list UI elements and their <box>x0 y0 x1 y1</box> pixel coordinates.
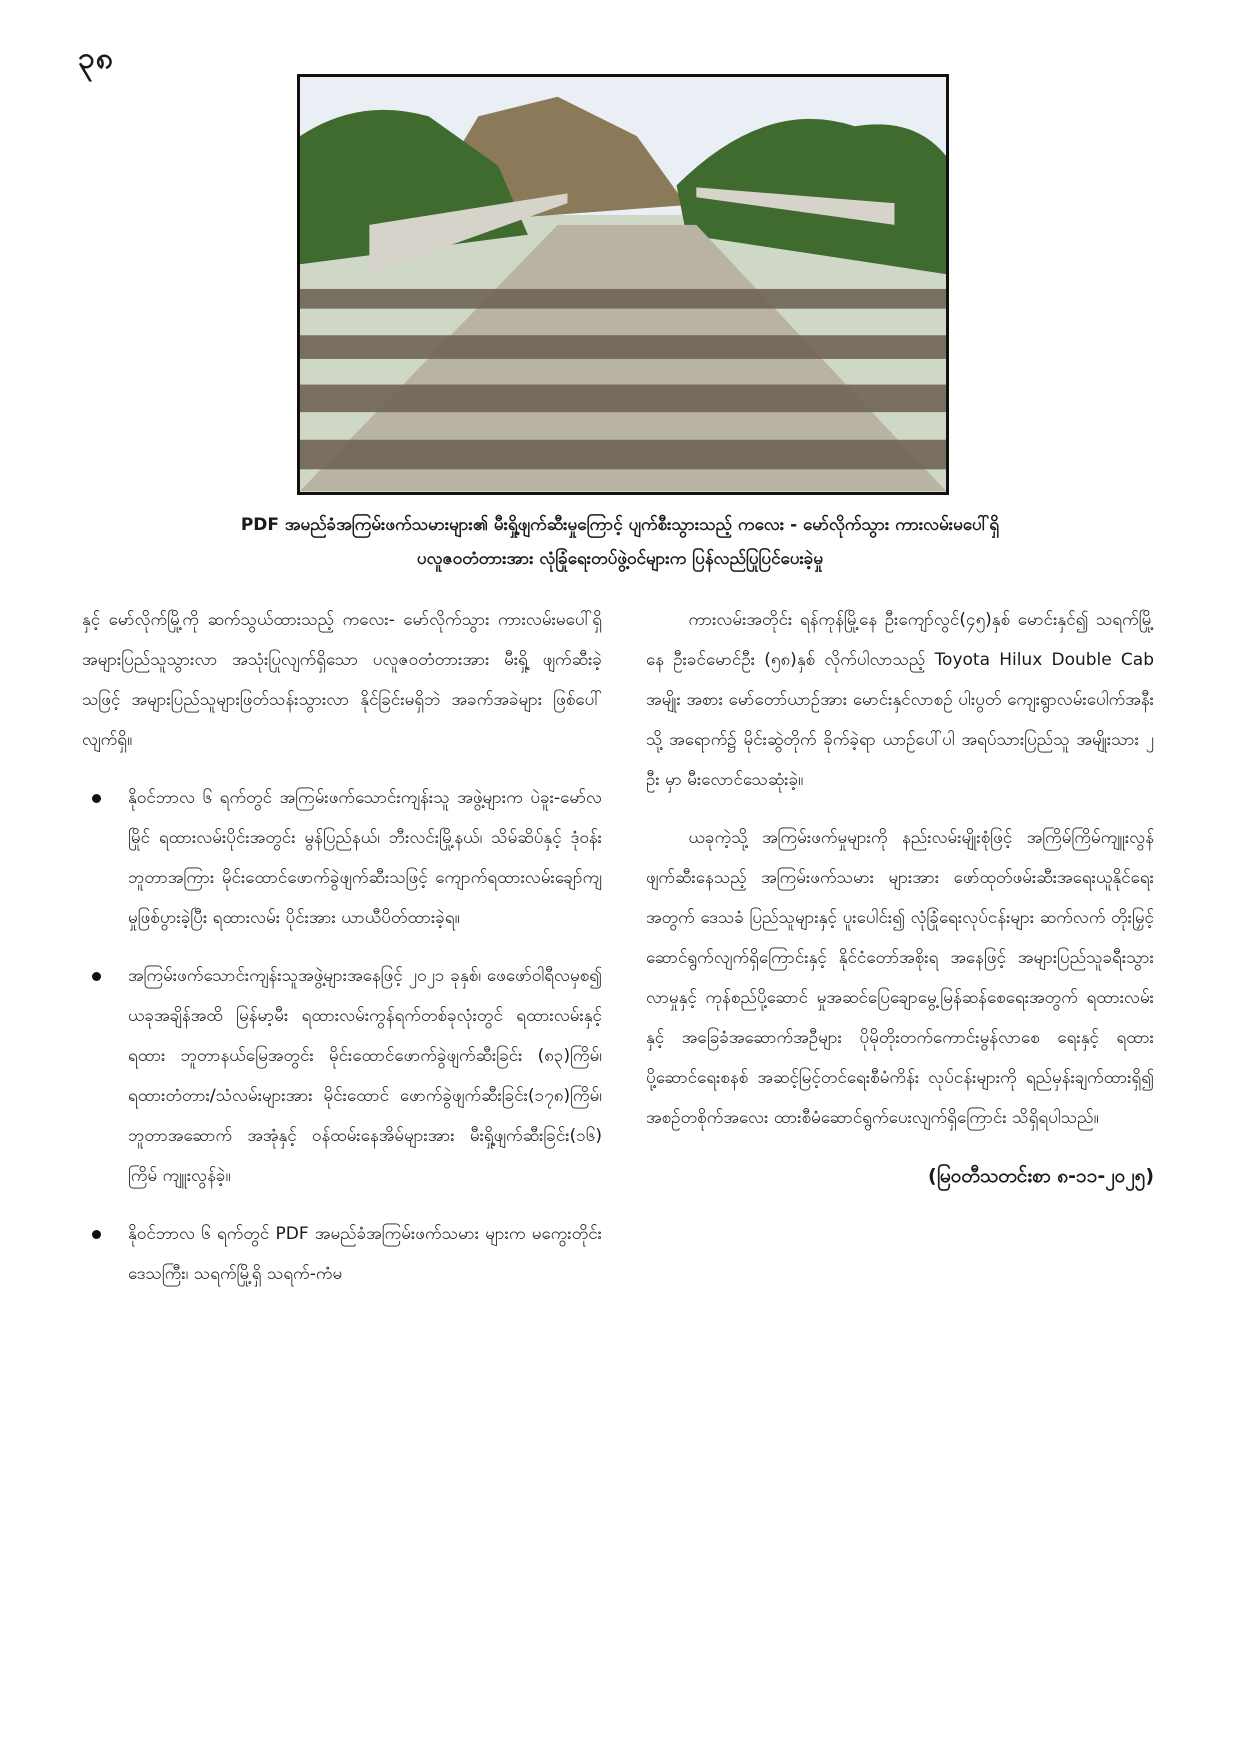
right-body-paragraph: ယခုကဲ့သို့ အကြမ်းဖက်မှုများကို နည်းလမ်းမျိုးစုံဖြင့် အကြိမ်ကြိမ်ကျူးလွန်ဖျက်ဆီးနေသည့် အကြမ်းဖက်သမား များအား ဖော်ထုတ်ဖမ်းဆီးအရေးယူနိုင်ရေးအတွက် ဒေသခံ ပြည်သူများနှင့် ပူးပေါင်း၍ လုံခြုံရေးလုပ်ငန်းများ ဆက်လက် တိုးမြှင့်ဆောင်ရွက်လျက်ရှိကြောင်းနှင့် နိုင်ငံတော်အစိုးရ အနေဖြင့် အများပြည်သူခရီးသွားလာမှုနှင့် ကုန်စည်ပို့ဆောင် မှုအဆင်ပြေချောမွေ့မြန်ဆန်စေရေးအတွက် ရထားလမ်းနှင့် အခြေခံအဆောက်အဦများ ပိုမိုတိုးတက်ကောင်းမွန်လာစေ ရေးနှင့် ရထားပို့ဆောင်ရေးစနစ် အဆင့်မြင့်တင်ရေးစီမံကိန်း လုပ်ငန်းများကို ရည်မှန်းချက်ထားရှိ၍ အစဉ်တစိုက်အလေး ထားစီမံဆောင်ရွက်ပေးလျက်ရှိကြောင်း သိရှိရပါသည်။ <box>646 828 1154 1128</box>
caption-line-1: PDF အမည်ခံအကြမ်းဖက်သမားများ၏ မီးရှို့ဖျက်ဆီးမှုကြောင့် ပျက်စီးသွားသည့် ကလေး - မော်လိုက်သွား ကားလမ်းမပေါ်ရှိ <box>240 515 1000 535</box>
caption-line-2: ပလူဇဝတံတားအား လုံခြုံရေးတပ်ဖွဲ့ဝင်များက ပြန်လည်ပြုပြင်ပေးခဲ့မှု <box>416 549 824 569</box>
left-intro-paragraph: နှင့် မော်လိုက်မြို့ကို ဆက်သွယ်ထားသည့် ကလေး- မော်လိုက်သွား ကားလမ်းမပေါ်ရှိ အများပြည်သူသွားလာ အသုံးပြုလျက်ရှိသော ပလူဇဝတံတားအား မီးရှို့ ဖျက်ဆီးခဲ့သဖြင့် အများပြည်သူများဖြတ်သန်းသွားလာ နိုင်ခြင်းမရှိဘဲ အခက်အခဲများ ဖြစ်ပေါ်လျက်ရှိ။ <box>82 610 602 750</box>
news-source: (မြဝတီသတင်းစာ ၈-၁၁-၂၀၂၅) <box>928 1165 1154 1187</box>
bullet-item: နိုဝင်ဘာလ ၆ ရက်တွင် PDF အမည်ခံအကြမ်းဖက်သမား များက မကွေးတိုင်းဒေသကြီး၊ သရက်မြို့ရှိ သရက်-ကံမ <box>82 1214 602 1294</box>
bullet-item: အကြမ်းဖက်သောင်းကျန်းသူအဖွဲ့များအနေဖြင့် ၂၀၂၁ ခုနှစ်၊ ဖေဖော်ဝါရီလမှစ၍ ယခုအချိန်အထိ မြန်မာ့မီး ရထားလမ်းကွန်ရက်တစ်ခုလုံးတွင် ရထားလမ်းနှင့် ရထား ဘူတာနယ်မြေအတွင်း မိုင်းထောင်ဖောက်ခွဲဖျက်ဆီးခြင်း (၈၃)ကြိမ်၊ ရထားတံတား/သံလမ်းများအား မိုင်းထောင် ဖောက်ခွဲဖျက်ဆီးခြင်း(၁၇၈)ကြိမ်၊ ဘူတာအဆောက် အအုံနှင့် ဝန်ထမ်းနေအိမ်များအား မီးရှို့ဖျက်ဆီးခြင်း(၁၆) ကြိမ် ကျူးလွန်ခဲ့။ <box>82 956 602 1196</box>
bullet-item: နိုဝင်ဘာလ ၆ ရက်တွင် အကြမ်းဖက်သောင်းကျန်းသူ အဖွဲ့များက ပဲခူး-မော်လမြိုင် ရထားလမ်းပိုင်းအတွင်း မွန်ပြည်နယ်၊ ဘီးလင်းမြို့နယ်၊ သိမ်ဆိပ်နှင့် ဒုံဝန်း ဘူတာအကြား မိုင်းထောင်ဖောက်ခွဲဖျက်ဆီးသဖြင့် ကျောက်ရထားလမ်းချော်ကျမှုဖြစ်ပွားခဲ့ပြီး ရထားလမ်း ပိုင်းအား ယာယီပိတ်ထားခဲ့ရ။ <box>82 778 602 938</box>
bridge-photo-icon <box>300 77 946 492</box>
bridge-photo <box>297 74 949 495</box>
photo-caption <box>70 508 1170 576</box>
left-column <box>82 600 602 1312</box>
left-bullet-list <box>82 778 602 1294</box>
right-continuation-paragraph: ကားလမ်းအတိုင်း ရန်ကုန်မြို့နေ ဦးကျော်လွင်(၄၅)နှစ် မောင်းနှင်၍ သရက်မြို့နေ ဦးခင်မောင်ဦး (၅၈)နှစ် လိုက်ပါလာသည့် Toyota Hilux Double Cab အမျိုး အစား မော်တော်ယာဉ်အား မောင်းနှင်လာစဉ် ပါးပွတ် ကျေးရွာလမ်းပေါက်အနီးသို့ အရောက်၌ မိုင်းဆွဲတိုက် ခိုက်ခဲ့ရာ ယာဉ်ပေါ်ပါ အရပ်သားပြည်သူ အမျိုးသား ၂ ဦး မှာ မီးလောင်သေဆုံးခဲ့။ <box>646 610 1154 790</box>
page-number: ၃၈ <box>78 41 115 76</box>
right-column <box>646 600 1154 1214</box>
